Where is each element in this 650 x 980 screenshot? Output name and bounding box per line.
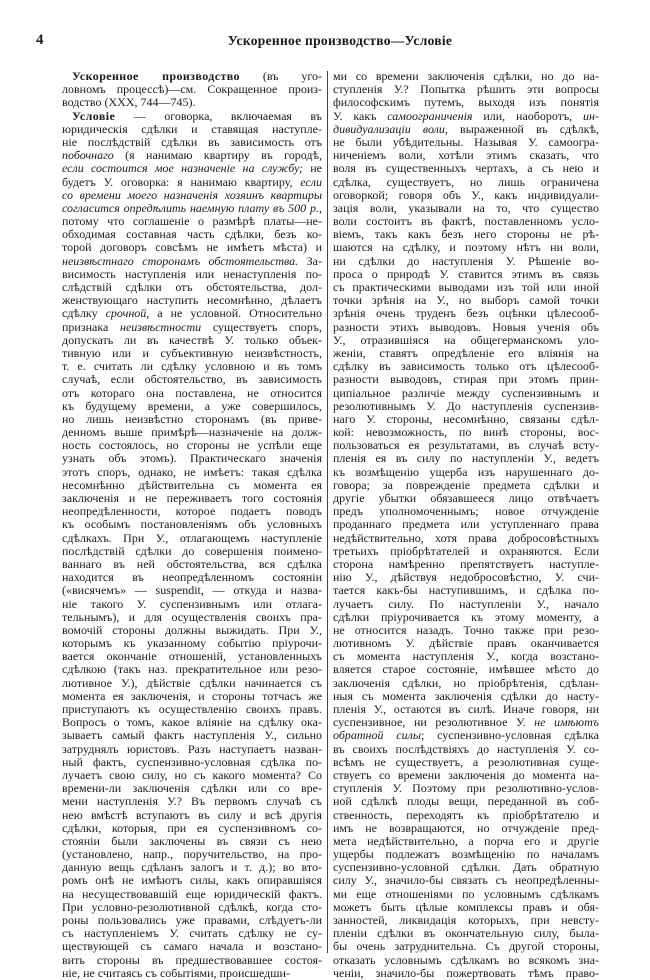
text-run: вить стороны въ предшествовавшее состоя- — [62, 952, 322, 967]
text-run: пленія У., остаются въ силѣ. Иначе говоря, ни — [333, 702, 599, 716]
text-run: признака — [62, 319, 121, 334]
text-run: случаѣ, если обстоятельство, въ зависимость — [62, 372, 322, 387]
text-run: имъ не возвращаются, но отчужденіе пред- — [333, 820, 599, 835]
right-column — [333, 70, 599, 980]
text-run: сдѣлкахъ. При У., отлагающемъ наступленіе — [62, 530, 322, 545]
text-run: существуетъ споръ, — [201, 319, 322, 334]
text-run: вомочій стороны должны выжидать. При У., — [62, 622, 322, 637]
text-run: суспензивно-условной сдѣлки. Дать обратную — [333, 860, 599, 875]
text-run: другіе убытки обязавшееся лицо отвѣчаетъ — [333, 491, 599, 505]
italic-term: не имѣютъ — [534, 715, 600, 730]
text-run: вляется старое состояніе, имѣвшее мѣсто до — [333, 662, 599, 677]
text-run: не относится назадъ. Точно также при резо- — [333, 622, 599, 637]
text-run: нію У., дѣйствуя недобросовѣстно, У. счи- — [333, 570, 599, 585]
text-run: , — [319, 200, 322, 215]
text-run: лучаетъ свою силу, но съ какого момента? Со — [62, 767, 322, 782]
text-run: ромъ онѣ не имѣютъ силы, какъ опиравшіяся — [62, 873, 322, 888]
text-run: вается окончаніе отношеній, установленныхъ — [62, 649, 322, 664]
text-run: приступаютъ къ осуществленію своихъ правъ. — [62, 702, 322, 716]
text-run: затруднялъ юристовъ. Разъ наступаетъ назван- — [62, 741, 322, 756]
text-run: допускать ли въ качествѣ У. только объек- — [62, 332, 322, 347]
text-run: съ практическими выводами изъ той или иной — [333, 280, 599, 294]
italic-term: обратной силы — [333, 728, 421, 743]
italic-term: неизвѣстнаго сторонамъ обстоятельства. — [62, 253, 299, 268]
running-title: Ускоренное производство—Условіе — [227, 33, 453, 48]
text-run: проданнаго предмета или уступленнаго права — [333, 517, 599, 532]
text-run: тельнымъ), и для осуществленія своихъ пра- — [62, 609, 322, 624]
text-run: ществующей съ самаго начала и возстано- — [62, 939, 322, 954]
text-run: ступленія У. Поэтому при резолютивно-услов- — [333, 781, 599, 796]
text-run: съ наступленіемъ У. считать сдѣлку не су- — [62, 926, 322, 941]
text-run: При условно-резолютивной сдѣлкѣ, когда сто- — [62, 899, 322, 914]
text-run: на несуществовавшій еще юридическій фактъ. — [62, 886, 322, 901]
text-run: ; суспензивно-условная сдѣлка — [420, 728, 599, 743]
text-run: бы очень затруднительна. Съ другой стороны, — [333, 939, 599, 954]
text-run: философскимъ путемъ, выходя изъ понятія — [333, 95, 599, 110]
entry-headword: Условіе — [72, 108, 116, 123]
text-run: отказать условнымъ сдѣлкамъ во всякомъ зна- — [333, 952, 599, 967]
text-run: въ своихъ послѣдствіяхъ до наступленія У. со- — [333, 741, 599, 756]
text-run: т. е. считать ли сдѣлку условною и въ томъ — [62, 359, 322, 374]
text-run: лучаетъ силу. По наступленіи У., начало — [333, 596, 599, 611]
text-line — [333, 967, 599, 980]
italic-term: ин- — [583, 108, 599, 123]
text-run: зрѣнія очень труденъ безъ оцѣнки цѣлесооб- — [333, 306, 599, 321]
text-run: ступленія У.? Попытка рѣшить эти вопросы — [333, 82, 599, 97]
text-run: ніе послѣдствій сдѣлки въ зависимость отъ — [62, 134, 322, 149]
text-run: разности этихъ выводовъ. Новыя ученія объ — [333, 319, 599, 334]
text-run: шаются на сдѣлку, и поэтому нѣтъ ни воли, — [333, 240, 599, 255]
text-run: ни сдѣлки до наступленія У. Рѣшеніе во- — [333, 253, 599, 268]
text-line — [62, 967, 322, 980]
paragraph — [62, 110, 322, 980]
text-run: — оговорка, включаемая въ — [115, 108, 322, 123]
text-run: не были убѣдительны. Называя У. самоогра- — [333, 134, 599, 149]
italic-term: дивидуализаціи воли, — [333, 121, 448, 136]
text-run: віемъ, такъ какъ безъ него стороны не рѣ- — [333, 227, 599, 242]
text-run: ствуетъ со времени заключенія до момента на- — [333, 767, 599, 782]
text-run: ный фактъ, суспензивно-условная сдѣлка по- — [62, 754, 322, 769]
text-run: резолютивнымъ У. До наступленія суспензив- — [333, 398, 599, 413]
italic-term: неизвѣстности — [120, 319, 202, 334]
italic-term: если состоится мое назначеніе на службу; — [62, 161, 303, 176]
text-run: разности выводовъ, стирая при этомъ прин- — [333, 372, 599, 387]
text-run: (я нанимаю квартиру въ городѣ, — [113, 148, 322, 163]
text-run: узнать объ этомъ). Практическаго значенія — [62, 451, 322, 466]
text-run: тается какъ-бы наступившимъ, и сдѣлка по- — [333, 583, 599, 598]
text-run: или, наоборотъ, — [472, 108, 584, 123]
text-run: третьихъ пріобрѣтателей и охраняются. Если — [333, 543, 599, 558]
text-run: пользоваться ея результатами, въ случаѣ всту- — [333, 438, 599, 453]
text-run: съ момента наступленія У., когда возстано- — [333, 649, 599, 664]
text-run: не — [302, 161, 323, 176]
text-run: предъ уполномоченнымъ; новое отчужденіе — [333, 504, 599, 519]
text-run: ной сдѣлкѣ плоды вещи, переданной въ соб- — [333, 794, 599, 809]
text-run: юридическія сдѣлки и ставящая наступле- — [62, 121, 322, 136]
text-run: женствующаго наступить несомнѣнно, дѣлаетъ — [62, 293, 322, 308]
text-run: («висячемъ» — suspendit, — откуда и назва- — [62, 583, 322, 598]
text-run: пленіи сдѣлки въ окончательную силу, была- — [333, 926, 599, 941]
text-run: ловномъ процессѣ)—см. Сокращенное произ- — [62, 82, 322, 97]
text-run: сдѣлки пріурочивается къ этому моменту, а — [333, 609, 599, 624]
text-run: точки зрѣнія на У., но выборъ самой точки — [333, 293, 599, 308]
italic-term: со времени моего назначенія хозяинъ квартиры — [62, 187, 322, 202]
text-run: (установлено, напр., поручительство, на про- — [62, 847, 322, 862]
paragraph — [333, 70, 599, 980]
text-run: сдѣлку — [62, 306, 106, 321]
text-run: времени-ли заключенія сдѣлки или со вре- — [62, 781, 322, 796]
page-number: 4 — [36, 32, 44, 48]
text-run: денномъ выше примѣрѣ—назначеніе на долж- — [62, 425, 322, 440]
text-run: лютивное У.), дѣйствіе сдѣлки начинается съ — [62, 675, 322, 690]
column-divider — [327, 71, 328, 953]
text-run: лютивномъ У. дѣйствіе правъ оканчивается — [333, 636, 599, 651]
text-run: ваннаго въ ней обстоятельства, вся сдѣлка — [62, 556, 322, 571]
text-run: неопредѣленности, которое подаетъ поводъ — [62, 504, 322, 519]
text-run: ныя съ момента заключенія сдѣлки до насту- — [333, 688, 599, 703]
text-run: Вопросъ о томъ, какое вліяніе на сдѣлку ока- — [62, 715, 322, 730]
text-run: оговоркой; говоря объ У., какъ индивидуали- — [333, 187, 599, 202]
text-run: которымъ къ указанному событію пріурочи- — [62, 636, 322, 651]
text-run: сдѣлку въ зависимость только отъ цѣлесооб- — [333, 359, 599, 374]
text-run: ственность, переходятъ къ пріобрѣтателю и — [333, 807, 599, 822]
text-run: нею вмѣстѣ вступаютъ въ силу и всѣ другія — [62, 807, 322, 822]
text-run: сторона намѣренно препятствуетъ наступле- — [333, 556, 599, 571]
text-run: (въ уго- — [239, 69, 323, 83]
paragraph — [62, 70, 322, 110]
text-run: ниченіемъ воли, хотѣли этимъ сказать, что — [333, 148, 599, 163]
text-run: зація воли, указывали на то, что существо — [333, 200, 599, 215]
text-run: стояніи были заключены въ связи съ нею — [62, 833, 322, 848]
text-run: У., отразившіяся на общегерманскомъ уло- — [333, 332, 599, 347]
text-run: мета недѣйствительно, а порча его и другіе — [333, 833, 599, 848]
text-run: обходимая составная часть сдѣлки, безъ ко- — [62, 227, 322, 242]
text-run: къ возмѣщенію ущерба изъ нарушеннаго до- — [333, 464, 599, 479]
text-run: сдѣлки, которыя, при ея суспензивномъ со- — [62, 820, 322, 835]
text-run: можетъ быть цѣлые комплексы правъ и обя- — [333, 899, 599, 914]
text-run: этотъ споръ, однако, не имѣетъ: такая сдѣлка — [62, 464, 322, 479]
text-run: сдѣлкою (такъ наз. прекратительное или резо- — [62, 662, 322, 677]
italic-term: если — [300, 174, 322, 189]
text-run: ніе, не считаясь съ событіями, происшедши- — [62, 965, 290, 980]
text-run: ность состоялось, но стороны не успѣли еще — [62, 438, 322, 453]
text-run: тивную или и субъективную неизвѣстность, — [62, 345, 322, 360]
text-run: женіи, ставятъ опредѣленіе его вліянія на — [333, 345, 599, 360]
text-run: момента ея заключенія, и стороны тотчасъ же — [62, 688, 322, 703]
text-run: слѣдствій сдѣлки отъ обстоятельства, дол- — [62, 280, 322, 294]
text-run: воля въ существенныхъ чертахъ, а съ нею и — [333, 161, 599, 176]
text-run: У. какъ — [333, 108, 388, 123]
text-run: недѣйствительно, хотя права добросовѣстныхъ — [333, 530, 599, 545]
text-run: ченіи, значило-бы пожертвовать тѣмъ право- — [333, 965, 599, 980]
text-run: , а не условной. Относительно — [146, 306, 322, 321]
text-run: силу У., значило-бы связать съ неопредѣленны- — [333, 873, 599, 888]
text-run: заключенія и не переживаетъ того состоянія — [62, 491, 322, 505]
text-run: мени наступленія У.? Въ первомъ случаѣ съ — [62, 794, 322, 809]
text-run: висимость наступленія или ненаступленія по- — [62, 266, 322, 281]
italic-term: побочнаго — [62, 148, 114, 163]
text-run: занностей, ликвидація которыхъ, при невсту- — [333, 913, 599, 927]
text-run: потому что соглашеніе о размѣрѣ платы—не- — [62, 214, 322, 229]
text-run: наго У. стороны, несомнѣнно, связаны сдѣл- — [333, 411, 599, 426]
text-run: ципіальное различіе между суспензивнымъ и — [333, 385, 599, 400]
italic-term: срочной — [105, 306, 147, 321]
left-column — [62, 70, 322, 980]
text-run: заключенія сдѣлки, но пріобрѣтенія, сдѣлан- — [333, 675, 599, 690]
text-run: ми еще отношеніями по условнымъ сдѣлкамъ — [333, 886, 599, 901]
text-run: торой договоръ совсѣмъ не имѣетъ мѣста) и — [62, 240, 322, 255]
text-run: несомнѣнно дѣйствительна съ момента ея — [62, 477, 322, 492]
italic-term: самоограниченія — [387, 108, 473, 123]
entry-headword: Ускоренное производство — [72, 69, 240, 83]
text-run: кой: невозможность, по винѣ стороны, вос- — [333, 425, 599, 440]
text-run: ущербы подлежатъ возмѣщенію по началамъ — [333, 847, 599, 862]
text-run: проса о природѣ У. ставится этимъ въ связь — [333, 266, 599, 281]
text-run: говора; за поврежденіе предмета сдѣлки и — [333, 477, 599, 492]
text-run: воли состоитъ въ фактѣ, поставленномъ усло- — [333, 214, 599, 229]
text-run: находится въ неопредѣленномъ состояніи — [62, 570, 322, 585]
text-run: къ будущему времени, а уже совершилось, — [62, 398, 322, 413]
text-run: водство (XXX, 744—745). — [62, 95, 196, 110]
text-run: пленія ея въ силу по наступленіи У., ведетъ — [333, 451, 599, 466]
text-run: послѣдствій сдѣлки до совершенія поимено- — [62, 543, 322, 558]
text-run: всѣмъ не существуетъ, а резолютивная суще- — [333, 754, 599, 769]
italic-term: согласится опредѣлить наемную плату въ 500 р. — [62, 200, 319, 215]
text-run: роны пользовались уже правами, слѣдуетъ-ли — [62, 913, 322, 927]
text-run: сдѣлка, существуетъ, но лишь ограничена — [333, 174, 599, 189]
text-run: суспензивное, ни резолютивное У. — [333, 715, 535, 730]
text-run: отъ котораго она поставлена, не относится — [62, 385, 322, 400]
text-run: За- — [298, 253, 322, 268]
text-run: ми со времени заключенія сдѣлки, но до на- — [333, 69, 599, 83]
text-run: зываетъ самый фактъ наступленія У., сильно — [62, 728, 322, 743]
text-run: выраженной въ сдѣлкѣ, — [447, 121, 599, 136]
text-run: будетъ У. оговорка: я нанимаю квартиру, — [62, 174, 301, 189]
text-run: къ особымъ постановленіямъ объ условныхъ — [62, 517, 322, 532]
text-run: данную вещь сдѣланъ залогъ и т. д.); во вто- — [62, 860, 322, 875]
text-run: но лишь неизвѣстно сторонамъ (въ приве- — [62, 411, 322, 426]
text-run: ніе такого У. суспензивнымъ или отлага- — [62, 596, 322, 611]
